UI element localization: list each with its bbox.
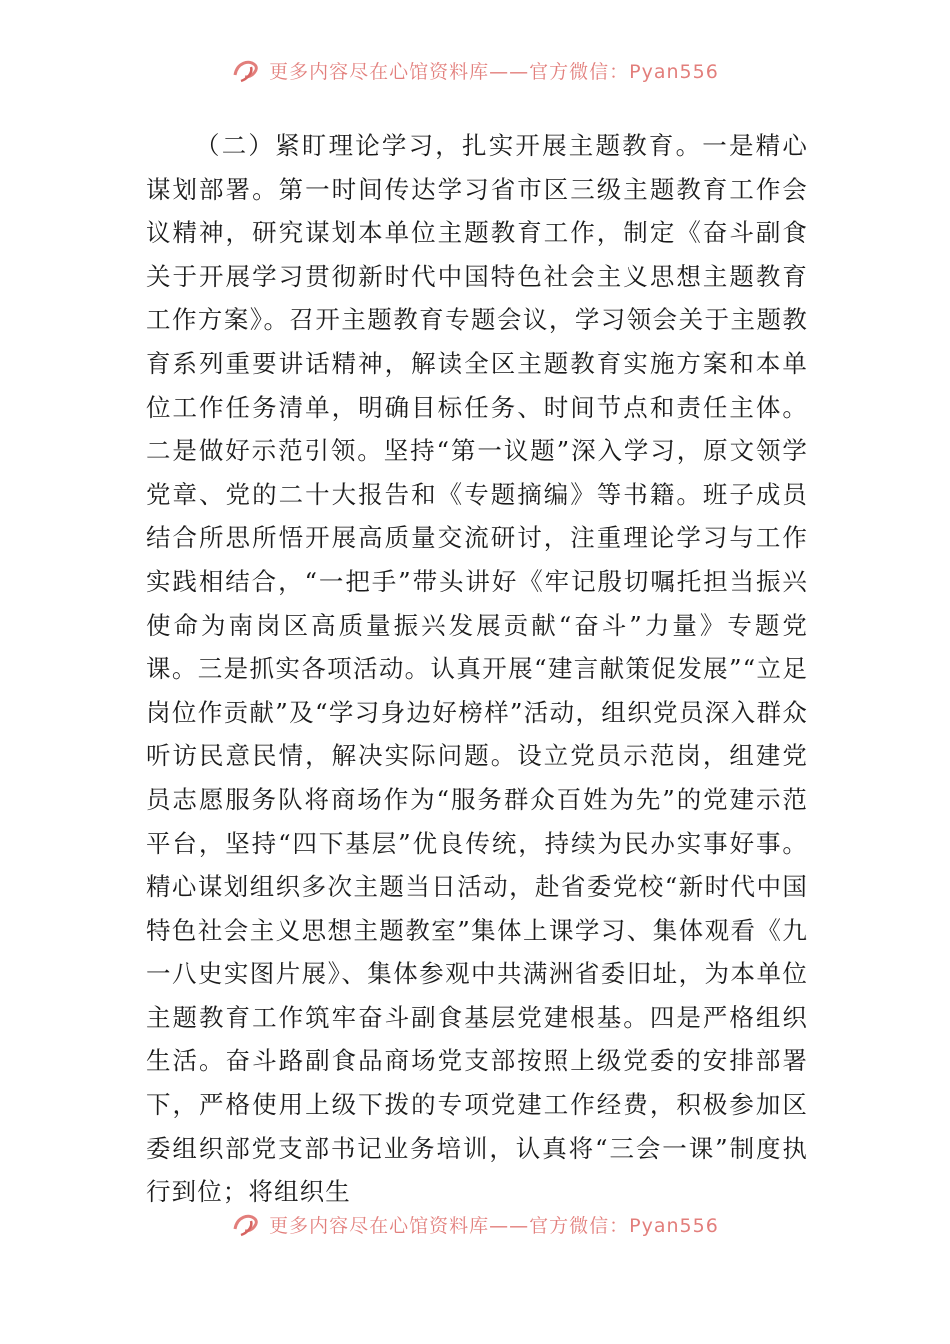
- header-watermark: [0, 50, 950, 90]
- footer-watermark: [0, 1204, 950, 1244]
- watermark-text: 更多内容尽在心馆资料库——官方微信：Pyan556: [269, 60, 719, 83]
- watermark-logo-icon: [231, 1209, 261, 1239]
- body-paragraph: （二）紧盯理论学习，扎实开展主题教育。一是精心谋划部署。第一时间传达学习省市区三级主题教育工作会议精神，研究谋划本单位主题教育工作，制定《奋斗副食关于开展学习贯彻新时代中国特色社会主义思想主题教育工作方案》。召开主题教育专题会议，学习领会关于主题教育系列重要讲话精神，解读全区主题教育实施方案和本单位工作任务清单，明确目标任务、时间节点和责任主体。二是做好示范引领。坚持“第一议题”深入学习，原文领学党章、党的二十大报告和《专题摘编》等书籍。班子成员结合所思所悟开展高质量交流研讨，注重理论学习与工作实践相结合，“一把手”带头讲好《牢记殷切嘱托担当振兴使命为南岗区高质量振兴发展贡献“奋斗”力量》专题党课。三是抓实各项活动。认真开展“建言献策促发展”“立足岗位作贡献”及“学习身边好榜样”活动，组织党员深入群众听访民意民情，解决实际问题。设立党员示范岗，组建党员志愿服务队将商场作为“服务群众百姓为先”的党建示范平台，坚持“四下基层”优良传统，持续为民办实事好事。精心谋划组织多次主题当日活动，赴省委党校“新时代中国特色社会主义思想主题教室”集体上课学习、集体观看《九一八史实图片展》、集体参观中共满洲省委旧址，为本单位主题教育工作筑牢奋斗副食基层党建根基。四是严格组织生活。奋斗路副食品商场党支部按照上级党委的安排部署下，严格使用上级下拨的专项党建工作经费，积极参加区委组织部党支部书记业务培训，认真将“三会一课”制度执行到位；将组织生: [146, 131, 808, 1207]
- watermark-text: 更多内容尽在心馆资料库——官方微信：Pyan556: [269, 1214, 719, 1237]
- document-body: [146, 124, 808, 1214]
- watermark-logo-icon: [231, 55, 261, 85]
